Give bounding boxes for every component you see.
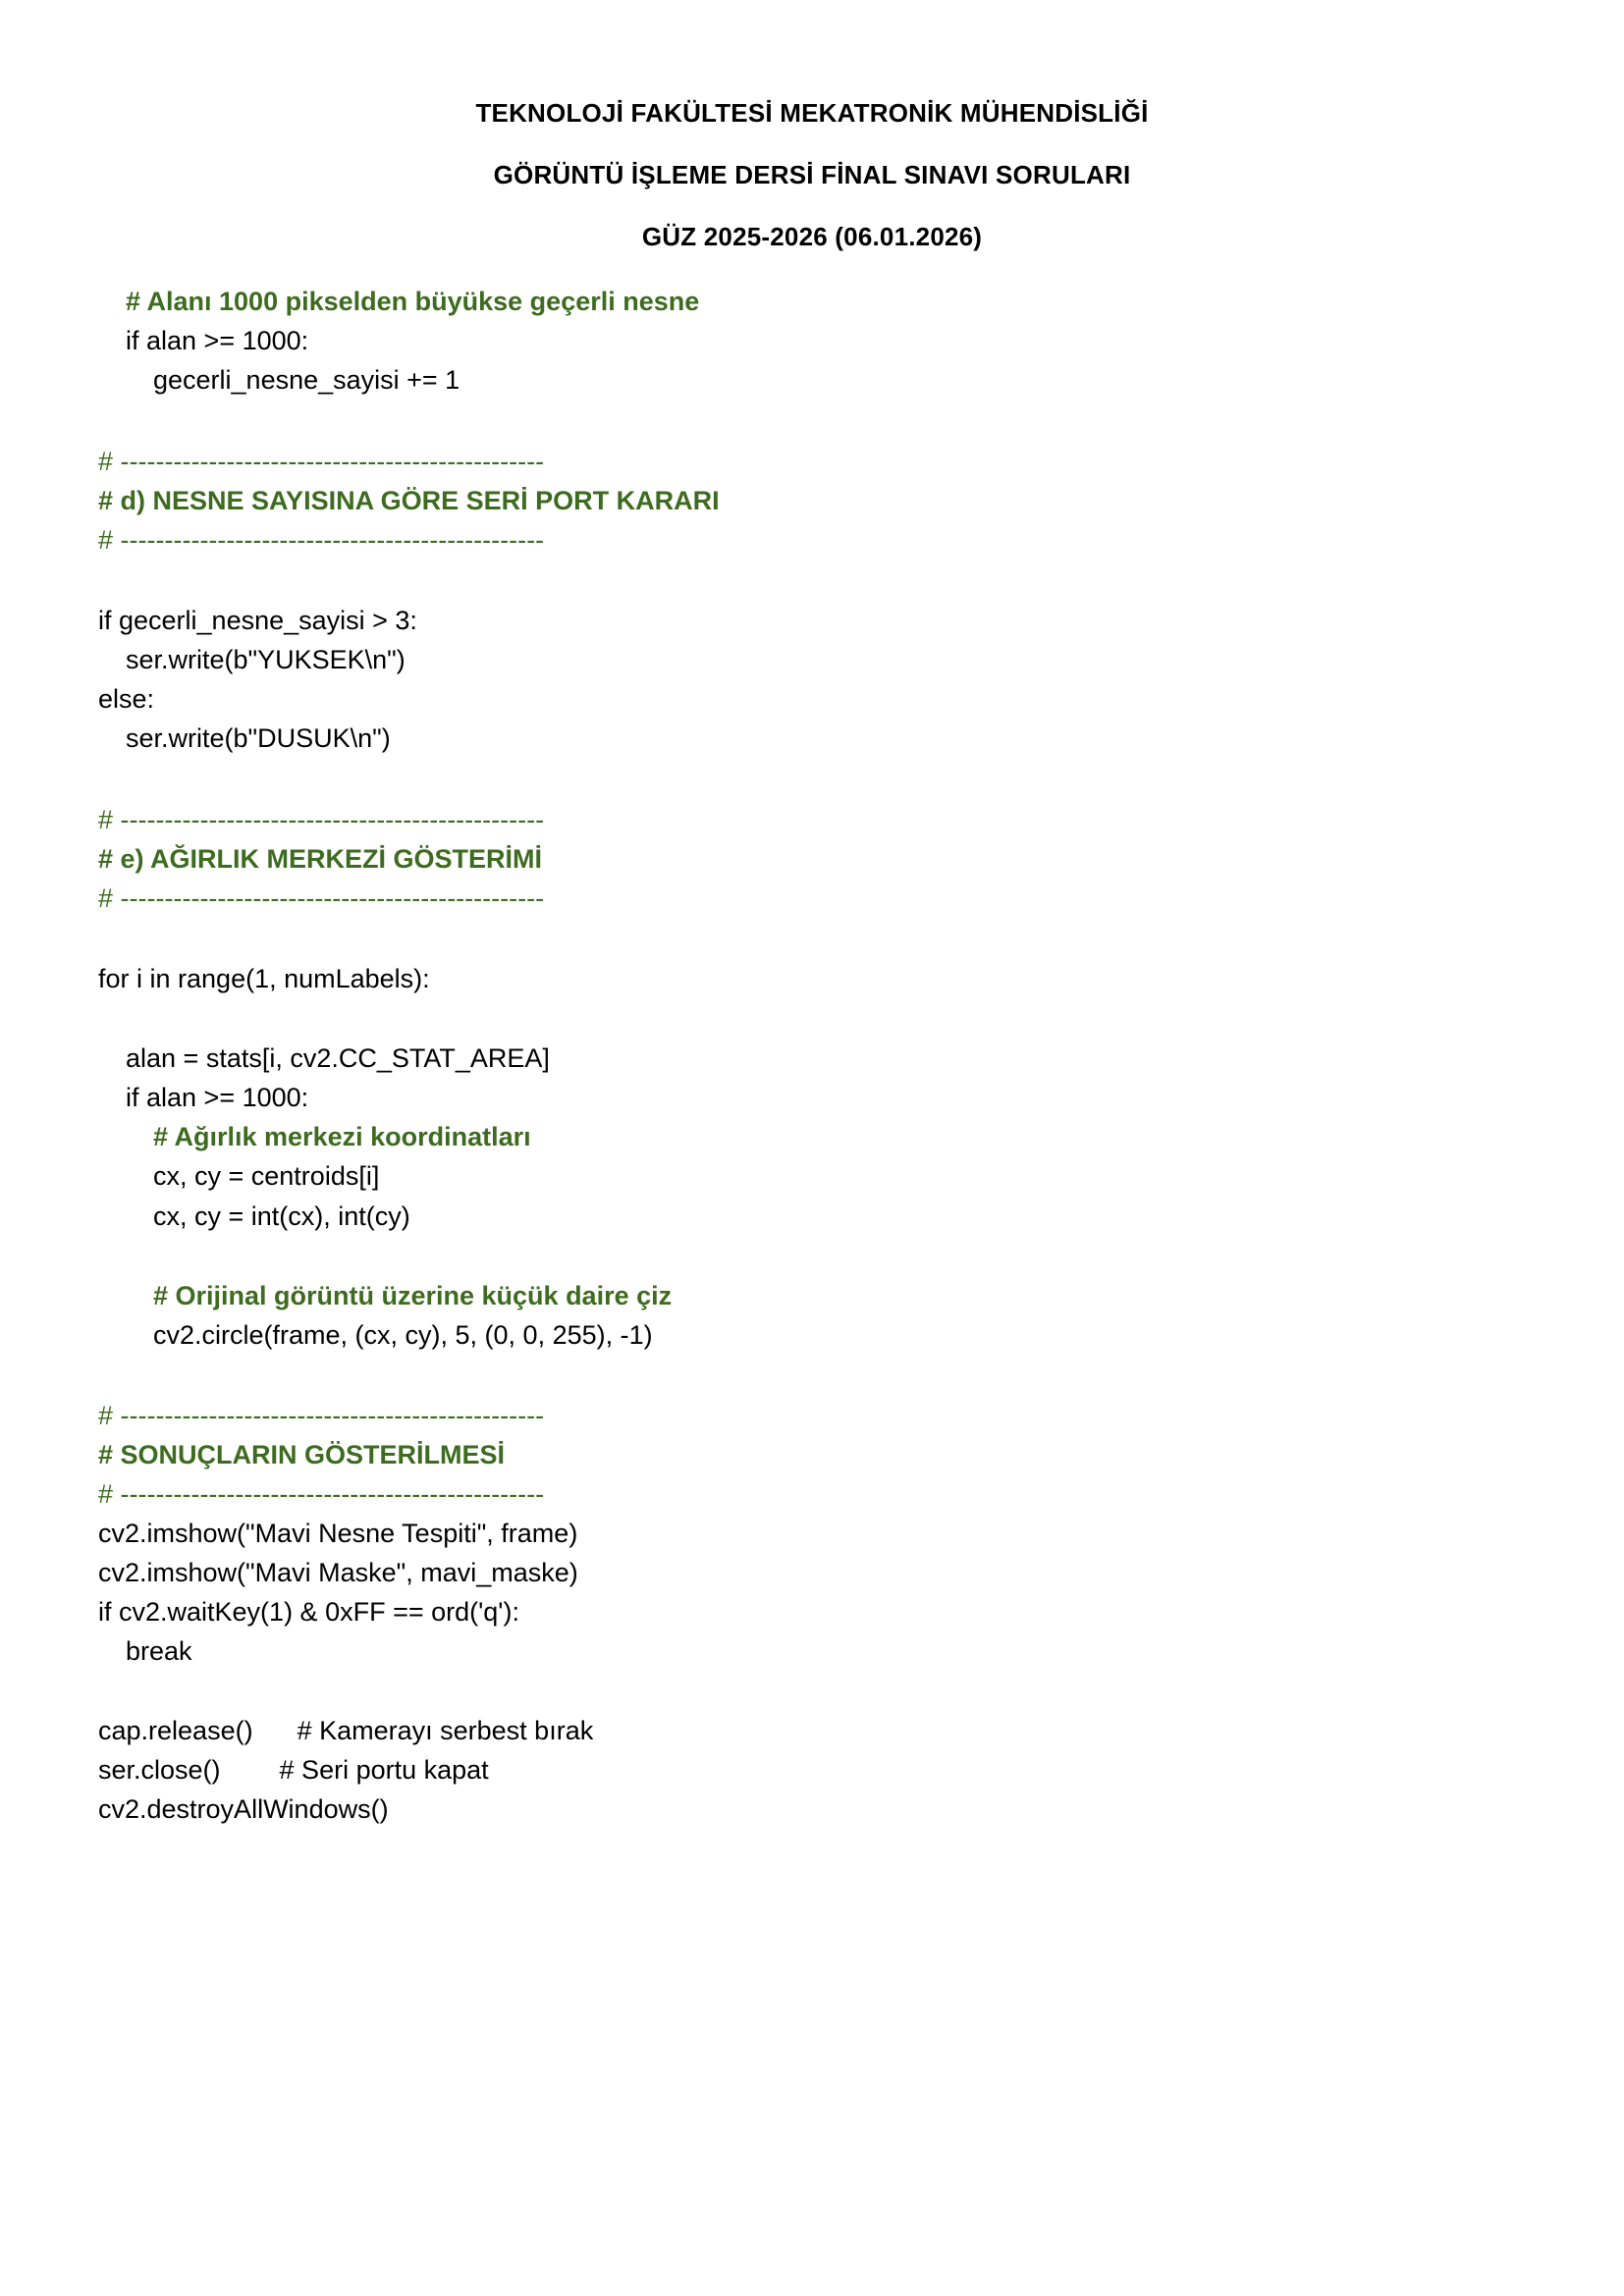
code-line: ser.write(b"DUSUK\n") xyxy=(126,723,391,753)
exam-date: GÜZ 2025-2026 (06.01.2026) xyxy=(641,222,983,251)
code-comment: # d) NESNE SAYISINA GÖRE SERİ PORT KARARI xyxy=(98,486,720,515)
code-line: if alan >= 1000: xyxy=(126,326,309,355)
faculty-title: TEKNOLOJİ FAKÜLTESİ MEKATRONİK MÜHENDİSLİĞİ xyxy=(475,98,1149,128)
code-line: cx, cy = centroids[i] xyxy=(153,1161,380,1191)
code-line: if cv2.waitKey(1) & 0xFF == ord('q'): xyxy=(98,1597,519,1627)
code-comment: # Orijinal görüntü üzerine küçük daire çiz xyxy=(153,1281,673,1310)
code-line: for i in range(1, numLabels): xyxy=(98,964,430,993)
code-comment: # Ağırlık merkezi koordinatları xyxy=(153,1122,531,1151)
code-separator: # ------------------------------------------------ xyxy=(98,525,545,555)
code-comment: # e) AĞIRLIK MERKEZİ GÖSTERİMİ xyxy=(98,844,543,874)
code-line: break xyxy=(126,1636,192,1666)
code-comment: # SONUÇLARIN GÖSTERİLMESİ xyxy=(98,1440,506,1469)
code-line: cx, cy = int(cx), int(cy) xyxy=(153,1201,410,1231)
code-separator: # ------------------------------------------------ xyxy=(98,447,545,476)
code-line: if gecerli_nesne_sayisi > 3: xyxy=(98,606,417,635)
code-line: cap.release() # Kamerayı serbest bırak xyxy=(98,1716,594,1745)
code-line: cv2.imshow("Mavi Nesne Tespiti", frame) xyxy=(98,1519,578,1548)
code-line: if alan >= 1000: xyxy=(126,1083,309,1112)
code-line: alan = stats[i, cv2.CC_STAT_AREA] xyxy=(126,1043,550,1073)
code-line: gecerli_nesne_sayisi += 1 xyxy=(153,365,460,395)
code-line: else: xyxy=(98,684,155,714)
code-line: ser.close() # Seri portu kapat xyxy=(98,1755,489,1785)
code-separator: # ------------------------------------------------ xyxy=(98,1479,545,1509)
code-comment: # Alanı 1000 pikselden büyükse geçerli nesne xyxy=(126,287,700,316)
code-separator: # ------------------------------------------------ xyxy=(98,883,545,913)
code-separator: # ------------------------------------------------ xyxy=(98,805,545,834)
code-line: cv2.destroyAllWindows() xyxy=(98,1794,389,1824)
exam-title: GÖRÜNTÜ İŞLEME DERSİ FİNAL SINAVI SORULARI xyxy=(493,160,1131,189)
code-line: cv2.imshow("Mavi Maske", mavi_maske) xyxy=(98,1558,578,1587)
code-line: ser.write(b"YUKSEK\n") xyxy=(126,645,406,674)
code-separator: # ------------------------------------------------ xyxy=(98,1401,545,1430)
code-line: cv2.circle(frame, (cx, cy), 5, (0, 0, 255), -1) xyxy=(153,1320,653,1350)
